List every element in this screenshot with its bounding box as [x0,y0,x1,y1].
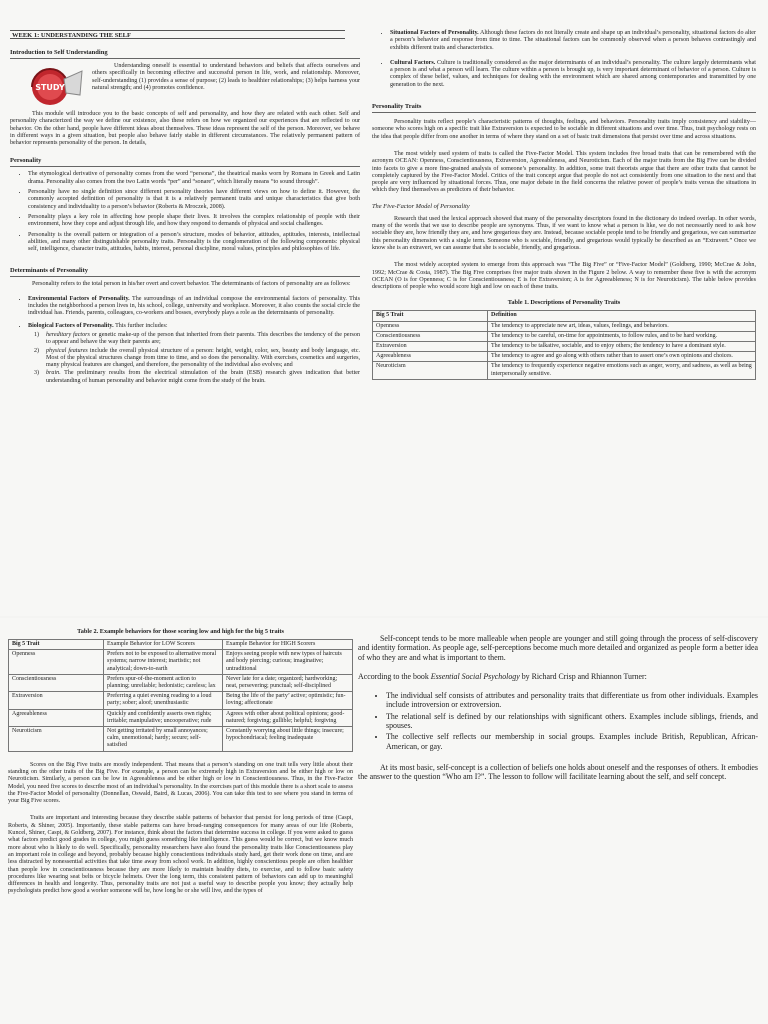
biological-subitem [34,332,360,347]
cultural-factor-item [390,60,756,89]
environmental-factor-item [28,296,360,318]
table-cell: Agreeableness [9,709,104,726]
table-cell: Extraversion [373,342,488,352]
traits-definition-table [372,310,756,379]
subitem-text: The preliminary results from the electrical stimulation of the brain (ESB) research gives indication that better understanding of human personality and behavior might come from the study of the brain. [46,370,360,384]
scores-paragraph: Scores on the Big Five traits are mostly independent. That means that a person’s standing on one trait tells very little about their standing on the other traits of the Big Five. For example, a person can be extremely high in Extraversion and be either high or low on Neuroticism. Similarly, a person can be low in Agreeableness and be either high or low in Conscientiousness. Thus, in the Five-Factor Model, you need five scores to describe most of an individual’s personality. In the exercises part of this module there is a short scale to assess the Five-Factor Model of personality (Donnellan, Oswald, Baird, & Lucas, 2006). You can take this test to see where you stand in terms of your Big Five scores. [8,761,353,805]
study-sign-icon [24,65,84,109]
table-row [9,674,353,691]
book-intro-suffix: by Richard Crisp and Rhiannon Turner: [519,671,647,681]
table-header-cell: Example Behavior for LOW Scorers [104,640,223,650]
book-intro [358,672,758,681]
table-cell: Conscientiousness [373,331,488,341]
environmental-factor-label: Environmental Factors of Personality. [28,295,130,302]
cultural-factor-text: Culture is traditionally considered as the major determinants of an individual’s personality. The culture largely determinants what a person is and what a person will learn. The culture within a person is brought up, is very important determinant of behavior of a person. Culture is complex of these belief, values, and techniques for dealing with the environment which are shared among contemporaries and transmitted by one generation to the next. [390,59,756,88]
biological-factor-text: This further includes: [115,322,168,329]
biological-subitem [34,348,360,370]
biological-factor-item [28,323,360,385]
table-row [9,692,353,709]
ffm-subheading: The Five-Factor Model of Personality [372,202,470,210]
self-type-bullet: • The collective self reflects our membership in social groups. Examples include British, Republican, African-American, or gay. [386,732,758,751]
table-cell: Constantly worrying about little things; insecure; hypochondriacal; feeling inadequate [223,727,353,752]
traits-heading: Personality Traits [372,103,756,113]
table-row [9,709,353,726]
table-row [373,342,756,352]
personality-bullet: • Personality plays a key role in affecting how people shape their lives. It involves the complex relationship of people with their environment, how they cope and adjust through life, and how they respond to demands of physical and social challenges. [28,214,360,229]
page1-right-column [372,30,756,380]
situational-factor-label: Situational Factors of Personality. [390,30,479,36]
table-cell: Agrees with other about political opinions; good-natured; forgiving; gullible; helpful; forgiving [223,709,353,726]
table-cell: Prefers not to be exposed to alternative moral systems; narrow interest; inartistic; not analytical; down-to-earth [104,650,223,675]
table1-caption: Table 1. Descriptions of Personality Traits [507,299,621,307]
self-concept-paragraph: Self-concept tends to be more malleable when people are younger and still going through the process of self-discovery and identity formation. As people age, self-perceptions become much more detailed and organized as people form a better idea of who they are and what is important to them. [358,634,758,662]
personality-bullet: • Personality is the overall pattern or integration of a person’s structure, modes of behavior, attitudes, aptitudes, interests, intellectual abilities, and many other distinguishable personality traits. Personality is the conglomeration of the following components: physical self, intelligence, character traits, attitudes, habits, interest, personal discipline, moral values, principles and philosophies of life. [28,232,360,254]
table-row [9,727,353,752]
subitem-number: 3) [34,370,40,377]
table-header-row [373,311,756,321]
traits-important-paragraph: Traits are important and interesting because they describe stable patterns of behavior that persist for long periods of time (Caspi, Roberts, & Shiner, 2005). Importantly, these stable patterns can have broad-ranging consequences for many areas of our life (Roberts, Kuncel, Shiner, Caspi, & Goldberg, 2007). For instance, think about the factors that determine success in college. If you were asked to guess what factors predict good grades in college, you might guess something like intelligence. This guess would be correct, but we know much more about who is likely to do well. Specifically, personality researchers have also found the personality traits like Conscientiousness play an important role in college and beyond, probably because highly conscientious individuals study hard, get their work done on time, and are less distracted by nonessential activities that take time away from school work. In addition, highly conscientious people are often healthier than people low in conscientiousness because they are more likely to maintain healthy diets, to exercise, and to follow basic safety procedures like wearing seat belts or bicycle helmets. Over the long term, this consistent pattern of behaviors can add up to meaningful differences in health and longevity. Thus, personality traits are not just a useful way to describe people you know; they actually help psychologists predict how good a worker someone will be, how long he or she will live, and the types of [8,815,353,895]
table-header-cell: Example Behavior for HIGH Scorers [223,640,353,650]
ffm-paragraph-2: The most widely accepted system to emerge from this approach was “The Big Five” or “Five-Factor Model” (Goldberg, 1990; McCrae & John, 1992; McCrae & Costa, 1987). The Big Five comprises five major traits shown in the Figure 2 below. A way to remember these five is with the acronym OCEAN (O is for Openness; C is for Conscientiousness; E is for Extraversion; A is for Agreeableness; N is for Neuroticism). The table below provides descriptions of people who would score high and low on each of these traits. [372,262,756,291]
personality-heading: Personality [10,157,360,167]
table-row [373,352,756,362]
week-header: WEEK 1: UNDERSTANDING THE SELF [10,30,345,39]
determinants-heading: Determinants of Personality [10,267,360,277]
subitem-text: or genetic make-up of the person that inherited from their parents. This describes the tendency of the person to appear and behave the way their parents are; [46,331,361,346]
table-cell: The tendency to be talkative, sociable, and to enjoy others; the tendency to have a dominant style. [488,342,756,352]
determinants-list-continued [372,30,756,89]
cultural-factor-label: Cultural Factors. [390,59,436,66]
personality-bullets [10,171,360,253]
situational-factor-text: Although these factors do not literally create and shape up an individual’s personality, situational factors do alter a person’s behavior and response from time to time. The situational factors can be commonly observed when a person behaves contrastingly and exhibits different traits and characteristics. [390,30,756,51]
example-behaviors-table [8,639,353,752]
subitem-term: brain. [46,370,61,377]
determinants-list [10,296,360,385]
traits-paragraph-1: Personality traits reflect people’s characteristic patterns of thoughts, feelings, and behaviors. Personality traits imply consistency and stability—someone who scores high on a specific trait like Extraversion is expected to be sociable in different situations and over time. Thus, trait psychology rests on the idea that people differ from one another in terms of where they stand on a set of basic trait dimensions that persist over time and across situations. [372,119,756,140]
table-cell: Conscientiousness [9,674,104,691]
table-row [373,331,756,341]
personality-bullet: • The etymological derivative of personality comes from the word “persona”, the theatrical masks worn by Romans in Greek and Latin drama. Personality also comes from the two Latin words “per” and “sonare”, which literally means “to sound through”. [28,171,360,186]
intro-paragraph-2: This module will introduce you to the basic concepts of self and personality, and how they are related with each other. Self and personality characterized the way we define our existence, also these refers on how we organized our experiences that are reflected to our behavior. On the other hand, people have different ideas about themselves. These ideas represent the self of the person. Moreover, we behave in different ways in a given situation, but people also behave fairly stable in different circumstances. The relatively permanent pattern of behavior represents personality of the person. In details, [10,111,360,147]
page2-left-column [8,628,353,896]
intro-heading: Introduction to Self Understanding [10,49,360,59]
document-page-2 [0,618,768,1024]
self-types-bullets [358,691,758,751]
table-header-row [9,640,353,650]
table-row [9,650,353,675]
intro-paragraph-1: Understanding oneself is essential to understand behaviors and beliefs that affects ourselves and others specifically in becoming effective and successful person in life, work, and relationship. Moreover, self-understanding (1) provides a sense of purpose; (2) leads to healthier relationships; (3) helps harness your natural strength; and (4) promotes confidence. [92,63,360,91]
table-row [373,321,756,331]
personality-bullet: • Personality have no single definition since different personality theories have different views on how to define it. However, the commonly accepted definition of personality is that it is a relatively permanent traits and unique characteristics that give both consistency and individuality to a person’s behavior (Roberts & Mroczek, 2008). [28,189,360,211]
table-header-cell: Big 5 Trait [9,640,104,650]
subitem-term: hereditary factors [46,331,90,338]
table-cell: The tendency to frequently experience negative emotions such as anger, worry, and sadness, as well as being interpersonally sensitive. [488,362,756,379]
page2-right-column [358,634,758,782]
traits-paragraph-2: The most widely used system of traits is called the Five-Factor Model. This system includes five broad traits that can be remembered with the acronym OCEAN: Openness, Conscientiousness, Extraversion, Agreeableness, and Neuroticism. Each of the major traits from the Big Five can be divided into facets to give a more fine-grained analysis of someone’s personality. In addition, some trait theorists argue that there are other traits that cannot be completely captured by the Five-Factor Model. Critics of the trait concept argue that people do not act consistently from one situation to the next and that people are very influenced by situational forces. Thus, one major debate in the field concerns the relative power of people’s traits versus the situations in which they find themselves as predictors of their behavior. [372,150,756,194]
table-cell: Never late for a date; organized; hardworking; neat, persevering; punctual; self-disciplined [223,674,353,691]
environmental-factor-text: The surroundings of an individual compose the environmental factors of personality. This includes the neighborhood a person lives in, his school, college, university and workplace. Moreover, it also counts the social circle the individual has. Friends, parents, colleagues, co-workers and bosses, everybody plays a role as the determinants of personality. [28,295,360,317]
basic-level-paragraph: At its most basic, self-concept is a collection of beliefs one holds about oneself and the responses of others. It embodies the answer to the question “Who am I?”. The lesson to follow will facilitate learning about the self, and self concept. [358,762,758,782]
self-type-bullet: • The individual self consists of attributes and personality traits that differentiate us from other individuals. Examples include introversion or extroversion. [386,691,758,710]
table-cell: Extraversion [9,692,104,709]
table-cell: Openness [9,650,104,675]
table-cell: Being the life of the party’ active; optimistic; fun-loving; affectionate [223,692,353,709]
self-type-bullet: • The relational self is defined by our relationships with significant others. Examples include siblings, friends, and spouses. [386,712,758,731]
subitem-text: include the overall physical structure of a person: height, weight, color, sex, beauty and body language, etc. Most of the physical structures change from time to time, and so does the personality. With exercises, cosmetics and surgeries, many physical features are changed, and therefore, the personality of the individual also evolves; and [46,347,360,369]
table-header-cell: Definition [488,311,756,321]
table-cell: Prefers spur-of-the-moment action to planning; unreliable; hedonistic; careless; lax [104,674,223,691]
table-cell: Neuroticism [373,362,488,379]
table-cell: The tendency to agree and go along with others rather than to assert one’s own opinions and choices. [488,352,756,362]
table-cell: The tendency to be careful, on-time for appointments, to follow rules, and to be hard working. [488,331,756,341]
biological-subitem [34,370,360,385]
table-cell: Preferring a quiet evening reading to a loud party; sober; aloof; unenthusiastic [104,692,223,709]
table-cell: Not getting irritated by small annoyances; calm, unemotional; hardy; secure; self-satisfied [104,727,223,752]
page1-left-column [10,46,360,388]
subitem-number: 2) [34,347,40,354]
table2-caption: Table 2. Example behaviors for those scoring low and high for the big 5 traits [77,628,284,635]
subitem-number: 1) [34,331,40,338]
book-title: Essential Social Psychology [430,671,520,681]
table-cell: Neuroticism [9,727,104,752]
study-sign-label: STUDY [35,83,65,92]
situational-factor-item [390,30,756,52]
ffm-paragraph-1: Research that used the lexical approach showed that many of the personality descriptors found in the dictionary do indeed overlap. In other words, many of the words that we use to describe people are synonyms. Thus, if we want to know what a person is like, we do not necessarily need to ask how sociable they are, how friendly they are, and how gregarious they are. Instead, because sociable people tend to be friendly and gregarious, we can summarize this personality dimension with a single term. Someone who is sociable, friendly, and gregarious would typically be described as an “Extravert.” Once we know she is an extravert, we can assume that she is sociable, friendly, and gregarious. [372,215,756,251]
subitem-term: physical features [46,347,88,354]
book-intro-prefix: According to the book [358,671,431,681]
table-cell: Enjoys seeing people with new types of haircuts and body piercing; curious; imaginative; untraditional [223,650,353,675]
biological-factor-label: Biological Factors of Personality. [28,322,114,329]
determinants-intro: Personality refers to the total person in his/her overt and covert behavior. The determinants of factors of personality are as follows: [32,281,351,288]
table-cell: Agreeableness [373,352,488,362]
table-cell: The tendency to appreciate new art, ideas, values, feelings, and behaviors. [488,321,756,331]
table-cell: Openness [373,321,488,331]
table-row [373,362,756,379]
table-header-cell: Big 5 Trait [373,311,488,321]
table-cell: Quickly and confidently asserts own rights; irritable; manipulative; uncooperative; rude [104,709,223,726]
